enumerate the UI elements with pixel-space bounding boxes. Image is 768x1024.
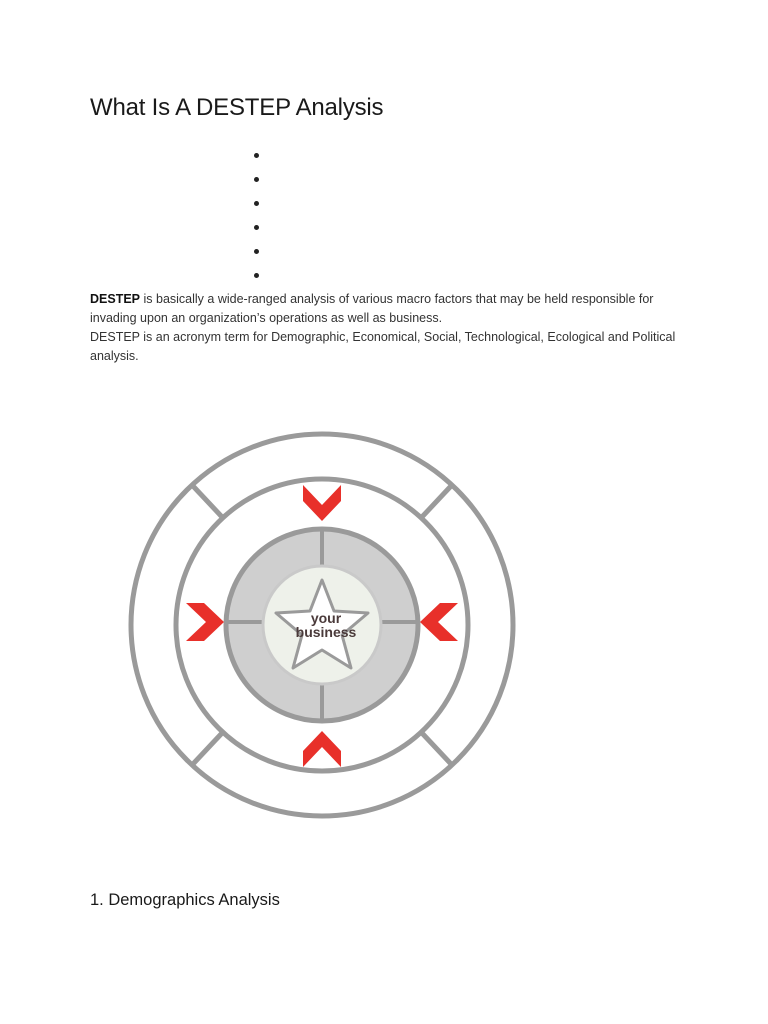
center-label-line2: business <box>295 624 357 640</box>
center-label-line1: your <box>310 610 342 626</box>
destep-diagram <box>128 424 516 826</box>
intro-definition: is basically a wide-ranged analysis of various macro factors that may be held responsible for invading upon an organization’s operations as well as business. <box>90 292 654 325</box>
section-heading: 1. Demographics Analysis <box>90 891 280 909</box>
acronym-paragraph: DESTEP is an acronym term for Demographic, Economical, Social, Technological, Ecological and Political analysis. <box>90 330 676 363</box>
intro-paragraph <box>90 290 690 328</box>
intro-term: DESTEP <box>90 292 141 306</box>
page-title: What Is A DESTEP Analysis <box>90 94 384 121</box>
